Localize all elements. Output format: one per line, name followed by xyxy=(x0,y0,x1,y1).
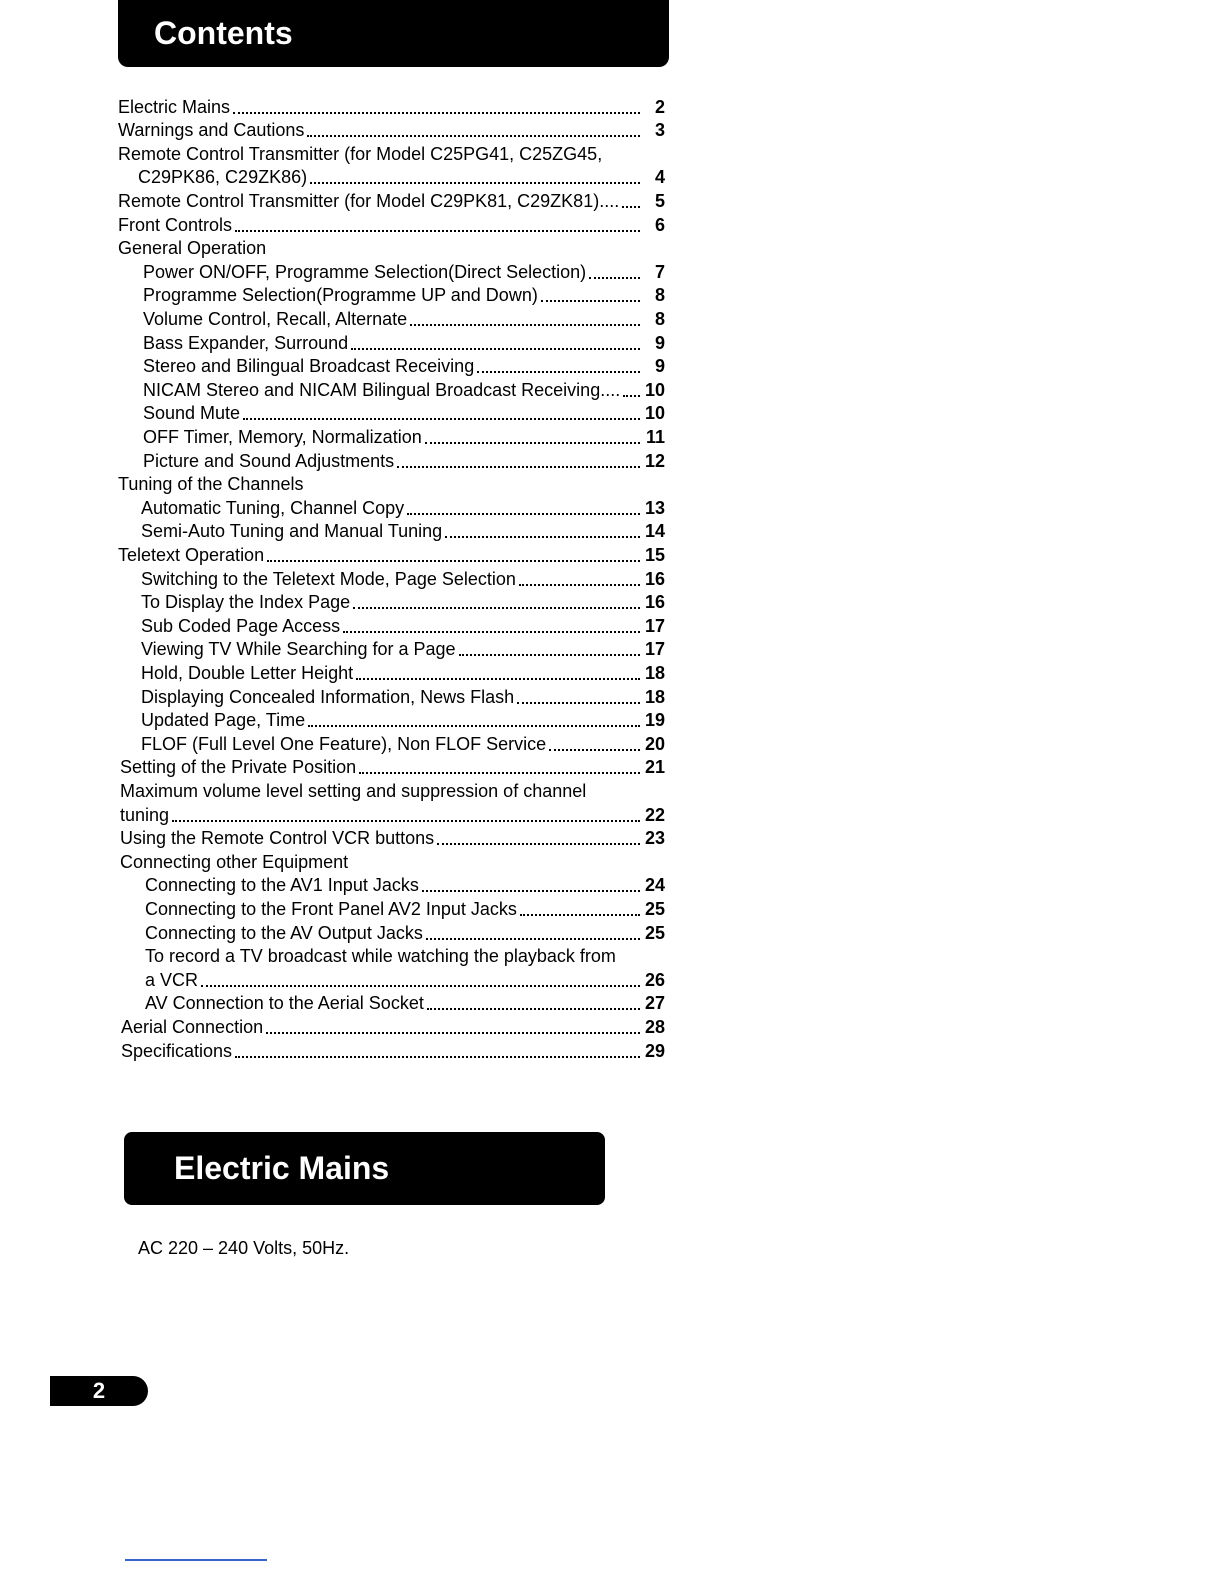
toc-entry xyxy=(118,188,665,212)
toc-entry xyxy=(143,424,665,448)
toc-entry xyxy=(143,306,665,330)
toc-entry-label: Using the Remote Control VCR buttons xyxy=(120,828,435,849)
toc-entry xyxy=(121,1038,665,1062)
toc-leader-dots xyxy=(427,1007,640,1010)
electric-mains-title: Electric Mains xyxy=(174,1150,390,1186)
toc-leader-dots xyxy=(445,535,640,538)
toc-entry-label: Front Controls xyxy=(118,214,233,235)
toc-entry-page: 18 xyxy=(644,686,665,707)
toc-entry xyxy=(141,495,665,519)
toc-leader-dots xyxy=(407,512,640,515)
toc-leader-dots xyxy=(425,441,640,444)
toc-entry-page: 16 xyxy=(644,592,665,613)
toc-entry xyxy=(145,896,665,920)
toc-entry-page: 25 xyxy=(644,922,665,943)
toc-entry-page: 20 xyxy=(644,733,665,754)
toc-entry-label: Displaying Concealed Information, News Flash xyxy=(141,686,515,707)
toc-entry-label: Sound Mute xyxy=(143,403,241,424)
toc-leader-dots xyxy=(201,984,640,987)
toc-entry-label: Connecting other Equipment xyxy=(120,851,349,872)
toc-leader-dots xyxy=(397,465,640,468)
toc-entry xyxy=(141,684,665,708)
toc-entry xyxy=(118,94,665,118)
toc-leader-dots xyxy=(422,889,640,892)
toc-entry-page: 12 xyxy=(644,450,665,471)
toc-entry-label: Hold, Double Letter Height xyxy=(141,662,354,683)
toc-entry-label: Electric Mains xyxy=(118,96,231,117)
toc-leader-dots xyxy=(622,205,640,208)
toc-entry-label: Specifications xyxy=(121,1040,233,1061)
toc-entry-label: Sub Coded Page Access xyxy=(141,615,341,636)
toc-entry-label: Updated Page, Time xyxy=(141,710,306,731)
toc-entry-label: Aerial Connection xyxy=(121,1016,264,1037)
toc-entry-page: 24 xyxy=(644,875,665,896)
toc-entry xyxy=(145,967,665,991)
toc-leader-dots xyxy=(623,394,640,397)
toc-leader-dots xyxy=(410,323,640,326)
toc-entry-page: 17 xyxy=(644,639,665,660)
toc-entry xyxy=(120,778,665,802)
toc-leader-dots xyxy=(459,653,640,656)
toc-entry xyxy=(143,377,665,401)
toc-entry-label: Programme Selection(Programme UP and Down) xyxy=(143,285,538,306)
toc-entry-page: 4 xyxy=(654,167,665,188)
toc-entry-label: Connecting to the AV1 Input Jacks xyxy=(145,875,419,896)
toc-entry-page: 9 xyxy=(654,332,665,353)
toc-entry-page: 6 xyxy=(654,214,665,235)
toc-entry xyxy=(143,401,665,425)
toc-leader-dots xyxy=(307,134,640,137)
toc-entry-page: 7 xyxy=(654,261,665,282)
toc-entry-label: To Display the Index Page xyxy=(141,592,351,613)
toc-entry-page: 10 xyxy=(644,403,665,424)
toc-entry-page: 16 xyxy=(644,568,665,589)
toc-entry-label: Semi-Auto Tuning and Manual Tuning xyxy=(141,521,443,542)
toc-entry xyxy=(143,354,665,378)
toc-entry-label: FLOF (Full Level One Feature), Non FLOF Service xyxy=(141,733,547,754)
toc-leader-dots xyxy=(266,1031,640,1034)
toc-entry xyxy=(118,236,665,260)
toc-entry xyxy=(143,330,665,354)
toc-leader-dots xyxy=(310,181,640,184)
toc-entry-page: 21 xyxy=(644,757,665,778)
toc-entry-page: 18 xyxy=(644,662,665,683)
toc-entry-label: Remote Control Transmitter (for Model C25PG41, C25ZG45, xyxy=(118,143,603,164)
toc-entry-label: a VCR xyxy=(145,969,199,990)
toc-entry xyxy=(141,731,665,755)
toc-entry-page: 17 xyxy=(644,615,665,636)
toc-entry-page: 11 xyxy=(645,426,665,447)
toc-leader-dots xyxy=(520,913,640,916)
toc-leader-dots xyxy=(243,417,640,420)
toc-leader-dots xyxy=(356,677,640,680)
electric-mains-text: AC 220 – 240 Volts, 50Hz. xyxy=(138,1238,350,1258)
toc-leader-dots xyxy=(351,347,640,350)
toc-entry-page: 3 xyxy=(654,120,665,141)
toc-entry xyxy=(143,283,665,307)
toc-leader-dots xyxy=(172,819,640,822)
toc-entry-label: Stereo and Bilingual Broadcast Receiving xyxy=(143,356,475,377)
toc-entry xyxy=(141,590,665,614)
toc-entry-page: 28 xyxy=(644,1016,665,1037)
toc-entry-page: 27 xyxy=(644,993,665,1014)
toc-entry-label: Setting of the Private Position xyxy=(120,757,357,778)
toc-entry-label: Volume Control, Recall, Alternate xyxy=(143,308,408,329)
toc-leader-dots xyxy=(517,701,640,704)
toc-leader-dots xyxy=(437,842,640,845)
toc-leader-dots xyxy=(541,299,640,302)
toc-entry-label: Picture and Sound Adjustments xyxy=(143,450,395,471)
toc-entry-label: General Operation xyxy=(118,238,267,259)
toc-entry-label: Tuning of the Channels xyxy=(118,474,304,495)
toc-leader-dots xyxy=(233,111,640,114)
toc-entry-label: Bass Expander, Surround xyxy=(143,332,349,353)
toc-entry-label: Automatic Tuning, Channel Copy xyxy=(141,497,405,518)
toc-entry-page: 8 xyxy=(654,308,665,329)
toc-entry xyxy=(121,1014,665,1038)
toc-entry xyxy=(118,141,665,165)
contents-title: Contents xyxy=(154,15,293,51)
toc-entry-label: Viewing TV While Searching for a Page xyxy=(141,639,456,660)
toc-entry-page: 9 xyxy=(654,356,665,377)
toc-entry xyxy=(118,542,665,566)
toc-entry-label: NICAM Stereo and NICAM Bilingual Broadcast Receiving.... xyxy=(143,379,621,400)
toc-entry xyxy=(120,826,665,850)
page-number-tab xyxy=(50,1376,148,1406)
footer-rule xyxy=(125,1559,267,1561)
toc-entry xyxy=(141,519,665,543)
toc-entry xyxy=(145,873,665,897)
toc-entry xyxy=(120,802,665,826)
toc-entry-label: To record a TV broadcast while watching the playback from xyxy=(145,946,616,967)
toc-entry-label: Maximum volume level setting and suppression of channel xyxy=(120,780,587,801)
toc-entry xyxy=(141,637,665,661)
page-number: 2 xyxy=(92,1378,106,1403)
toc-entry-label: Warnings and Cautions xyxy=(118,120,305,141)
toc-leader-dots xyxy=(519,583,640,586)
toc-entry-label: AV Connection to the Aerial Socket xyxy=(145,993,424,1014)
toc-leader-dots xyxy=(549,748,640,751)
toc-entry xyxy=(145,944,665,968)
toc-entry-page: 22 xyxy=(644,804,665,825)
toc-entry-label: Connecting to the AV Output Jacks xyxy=(145,922,423,943)
toc-entry-page: 25 xyxy=(644,898,665,919)
toc-leader-dots xyxy=(477,370,640,373)
toc-entry-label: Connecting to the Front Panel AV2 Input Jacks xyxy=(145,898,517,919)
toc-leader-dots xyxy=(589,276,640,279)
toc-leader-dots xyxy=(235,229,640,232)
toc-entry-page: 29 xyxy=(644,1040,665,1061)
toc-entry xyxy=(118,212,665,236)
toc-entry-page: 8 xyxy=(654,285,665,306)
toc-entry-label: tuning xyxy=(120,804,170,825)
toc-entry-page: 26 xyxy=(644,969,665,990)
toc-leader-dots xyxy=(267,559,640,562)
toc-entry-page: 15 xyxy=(644,544,665,565)
toc-entry-page: 13 xyxy=(644,497,665,518)
toc-entry xyxy=(141,708,665,732)
toc-entry xyxy=(120,755,665,779)
toc-entry-label: Teletext Operation xyxy=(118,544,265,565)
toc-entry xyxy=(143,448,665,472)
toc-leader-dots xyxy=(343,630,640,633)
toc-entry xyxy=(143,259,665,283)
toc-entry-label: Switching to the Teletext Mode, Page Selection xyxy=(141,568,516,589)
toc-entry xyxy=(138,165,665,189)
toc-entry-page: 19 xyxy=(644,710,665,731)
toc-entry-label: OFF Timer, Memory, Normalization xyxy=(143,426,422,447)
toc-entry-page: 5 xyxy=(654,190,665,211)
toc-entry xyxy=(141,613,665,637)
toc-entry xyxy=(145,920,665,944)
toc-entry xyxy=(141,566,665,590)
electric-mains-heading xyxy=(124,1132,605,1205)
toc-entry xyxy=(141,660,665,684)
toc-entry-label: Remote Control Transmitter (for Model C29PK81, C29ZK81).... xyxy=(118,190,620,211)
toc-entry xyxy=(145,991,665,1015)
toc-leader-dots xyxy=(235,1055,640,1058)
toc-leader-dots xyxy=(353,606,640,609)
toc-entry xyxy=(118,472,665,496)
toc-entry xyxy=(118,118,665,142)
toc-leader-dots xyxy=(426,937,640,940)
toc-entry-page: 2 xyxy=(654,96,665,117)
toc-entry-page: 10 xyxy=(644,379,665,400)
toc-leader-dots xyxy=(359,771,640,774)
toc-entry xyxy=(120,849,665,873)
toc-entry-page: 23 xyxy=(644,828,665,849)
toc-leader-dots xyxy=(308,724,640,727)
toc-entry-page: 14 xyxy=(644,521,665,542)
toc-entry-label: Power ON/OFF, Programme Selection(Direct Selection) xyxy=(143,261,587,282)
toc-entry-label: C29PK86, C29ZK86) xyxy=(138,167,308,188)
